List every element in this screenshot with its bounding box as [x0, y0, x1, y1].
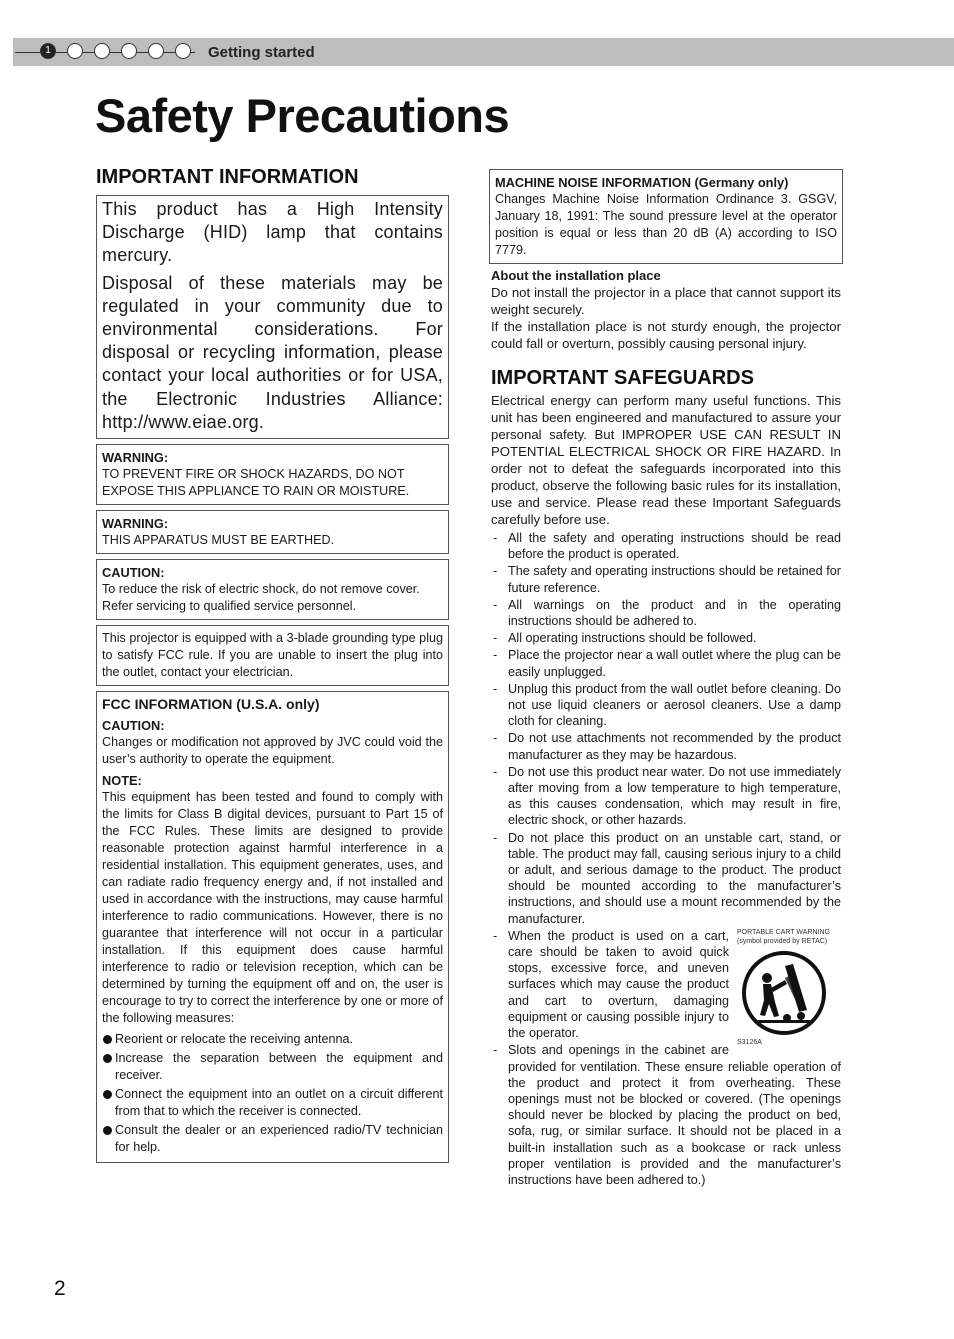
- list-item: - The safety and operating instructions should be retained for future reference.: [491, 563, 841, 595]
- hid-paragraph-1: This product has a High Intensity Discharge (HID) lamp that contains mercury.: [102, 199, 443, 266]
- machine-noise-heading: MACHINE NOISE INFORMATION (Germany only): [495, 175, 789, 190]
- fcc-information-box: [96, 691, 449, 1163]
- important-safeguards-heading: IMPORTANT SAFEGUARDS: [491, 367, 754, 389]
- installation-paragraph-1: Do not install the projector in a place that cannot support its weight securely.: [491, 285, 841, 317]
- cart-tipover-icon: [741, 950, 827, 1036]
- left-column: [96, 166, 449, 1168]
- installation-section: [489, 267, 843, 352]
- list-item: Connect the equipment into an outlet on a circuit different from that to which the receiver is connected.: [102, 1086, 443, 1120]
- cart-warning-title: - PORTABLE CART WARNING: [737, 928, 830, 936]
- list-item: - Slots and openings in the cabinet are provided for ventilation. These ensure reliable operation of the product and protect it from overheating. These openings must not be blocked or covered. (The openings should never be blocked by placing the product on bed, sofa, rug, or similar surface. It should not be placed in a built-in installation such as a bookcase or rack unless proper ventilation is provided and the manufacturer’s instructions have been adhered to.): [491, 1042, 841, 1188]
- fcc-caution-text: Changes or modification not approved by JVC could void the user’s authority to operate the equipment.: [102, 735, 443, 767]
- list-item: - Unplug this product from the wall outlet before cleaning. Do not use liquid cleaners or aerosol cleaners. Use a damp cloth for cleaning.: [491, 681, 841, 730]
- fcc-caution-heading: CAUTION:: [102, 718, 165, 734]
- list-item: - Do not use this product near water. Do not use immediately after moving from a low temperature to high temperature, as this causes condensation, which may result in fire, electric shock, or other hazards.: [491, 764, 841, 829]
- fcc-title: FCC INFORMATION (U.S.A. only): [102, 696, 320, 713]
- list-item: - Do not use attachments not recommended by the product manufacturer as they may be hazardous.: [491, 730, 841, 762]
- list-item: Increase the separation between the equipment and receiver.: [102, 1050, 443, 1084]
- list-item: - Place the projector near a wall outlet where the plug can be easily unplugged.: [491, 647, 841, 679]
- step-dot-3: [94, 43, 110, 59]
- step-dot-5: [148, 43, 164, 59]
- caution-box: [96, 559, 449, 620]
- right-column: [489, 169, 843, 1189]
- warning-text: THIS APPARATUS MUST BE EARTHED.: [102, 533, 335, 548]
- hid-paragraph-2: Disposal of these materials may be regulated in your community due to environmental considerations. For disposal or recycling information, please contact your local authorities or for USA, the Electronic Industries Alliance: http://www.eiae.org.: [102, 272, 443, 432]
- important-information-heading: IMPORTANT INFORMATION: [96, 166, 359, 188]
- warning-text: TO PREVENT FIRE OR SHOCK HAZARDS, DO NOT EXPOSE THIS APPLIANCE TO RAIN OR MOISTURE.: [102, 467, 410, 499]
- list-item: - Do not place this product on an unstable cart, stand, or table. The product may fall, causing serious injury to a child or adult, and serious damage to the product. The product should be mounted according to the manufacturer’s instructions, and should use a mount recommended by the manufacturer.: [491, 830, 841, 927]
- step-dot-2: [67, 43, 83, 59]
- portable-cart-warning: [737, 928, 841, 1047]
- fcc-note-text: This equipment has been tested and found to comply with the limits for Class B digital devices, pursuant to Part 15 of the FCC Rules. These limits are designed to provide reasonable protection against harmful interference in a residential installation. This equipment generates, uses, and can radiate radio frequency energy and, if not installed and used in accordance with the instructions, may cause harmful interference to radio communications. However, there is no guarantee that interference will not occur in a particular installation. If this equipment does cause harmful interference to radio or television reception, which can be determined by turning the equipment off and on, the user is encourage to try to correct the interference by one or more of the following measures:: [102, 790, 443, 1026]
- page-title: Safety Precautions: [95, 89, 510, 142]
- safeguards-list: [491, 530, 841, 1188]
- warning-heading: WARNING:: [102, 450, 169, 466]
- warning-heading: WARNING:: [102, 516, 169, 532]
- list-item: Reorient or relocate the receiving antenna.: [102, 1031, 443, 1048]
- safeguards-section: [489, 392, 843, 1188]
- section-label: Getting started: [208, 44, 315, 61]
- list-item: Consult the dealer or an experienced radio/TV technician for help.: [102, 1122, 443, 1156]
- warning-moisture-box: [96, 444, 449, 505]
- step-dot-6: [175, 43, 191, 59]
- step-progress: [15, 43, 197, 61]
- machine-noise-text: Changes Machine Noise Information Ordinance 3. GSGV, January 18, 1991: The sound pressure level at the operator position is equal or less than 20 dB (A) according to ISO 7779.: [495, 192, 837, 257]
- grounding-text: This projector is equipped with a 3-blade grounding type plug to satisfy FCC rule. If you are unable to insert the plug into the outlet, contact your electrician.: [102, 631, 443, 680]
- step-dot-1: 1: [40, 43, 56, 59]
- caution-text: To reduce the risk of electric shock, do not remove cover. Refer servicing to qualified service personnel.: [102, 582, 420, 614]
- grounding-plug-box: [96, 625, 449, 686]
- fcc-note-heading: NOTE:: [102, 773, 142, 789]
- safeguards-intro: Electrical energy can perform many useful functions. This unit has been engineered and manufactured to assure your personal safety. But IMPROPER USE CAN RESULT IN POTENTIAL ELECTRICAL SHOCK OR FIRE HAZARD. In order not to defeat the safeguards incorporated into this product, observe the following basic rules for its installation, use and service. Please read these Important Safeguards carefully before use.: [491, 393, 841, 527]
- hid-lamp-notice: [96, 195, 449, 439]
- cart-warning-subtitle: (symbol provided by RETAC): [737, 937, 828, 945]
- page-number: 2: [54, 1277, 66, 1300]
- installation-paragraph-2: If the installation place is not sturdy enough, the projector could fall or overturn, possibly causing personal injury.: [491, 319, 841, 351]
- installation-heading: About the installation place: [491, 268, 661, 283]
- list-item: - All the safety and operating instructions should be read before the product is operated.: [491, 530, 841, 562]
- warning-earthed-box: [96, 510, 449, 554]
- list-item-text: When the product is used on a cart, care should be taken to avoid quick stops, excessive force, and uneven surfaces which may cause the product and cart to overturn, damaging equipment or causing possible injury to the operator.: [508, 928, 729, 1041]
- step-dot-4: [121, 43, 137, 59]
- list-item: - All warnings on the product and in the operating instructions should be adhered to.: [491, 597, 841, 629]
- cart-warning-code: S3126A: [737, 1038, 762, 1046]
- list-item: - All operating instructions should be followed.: [491, 630, 841, 646]
- machine-noise-box: [489, 169, 843, 264]
- list-item: [491, 928, 841, 1046]
- fcc-measures-list: [102, 1031, 443, 1156]
- caution-heading: CAUTION:: [102, 565, 165, 581]
